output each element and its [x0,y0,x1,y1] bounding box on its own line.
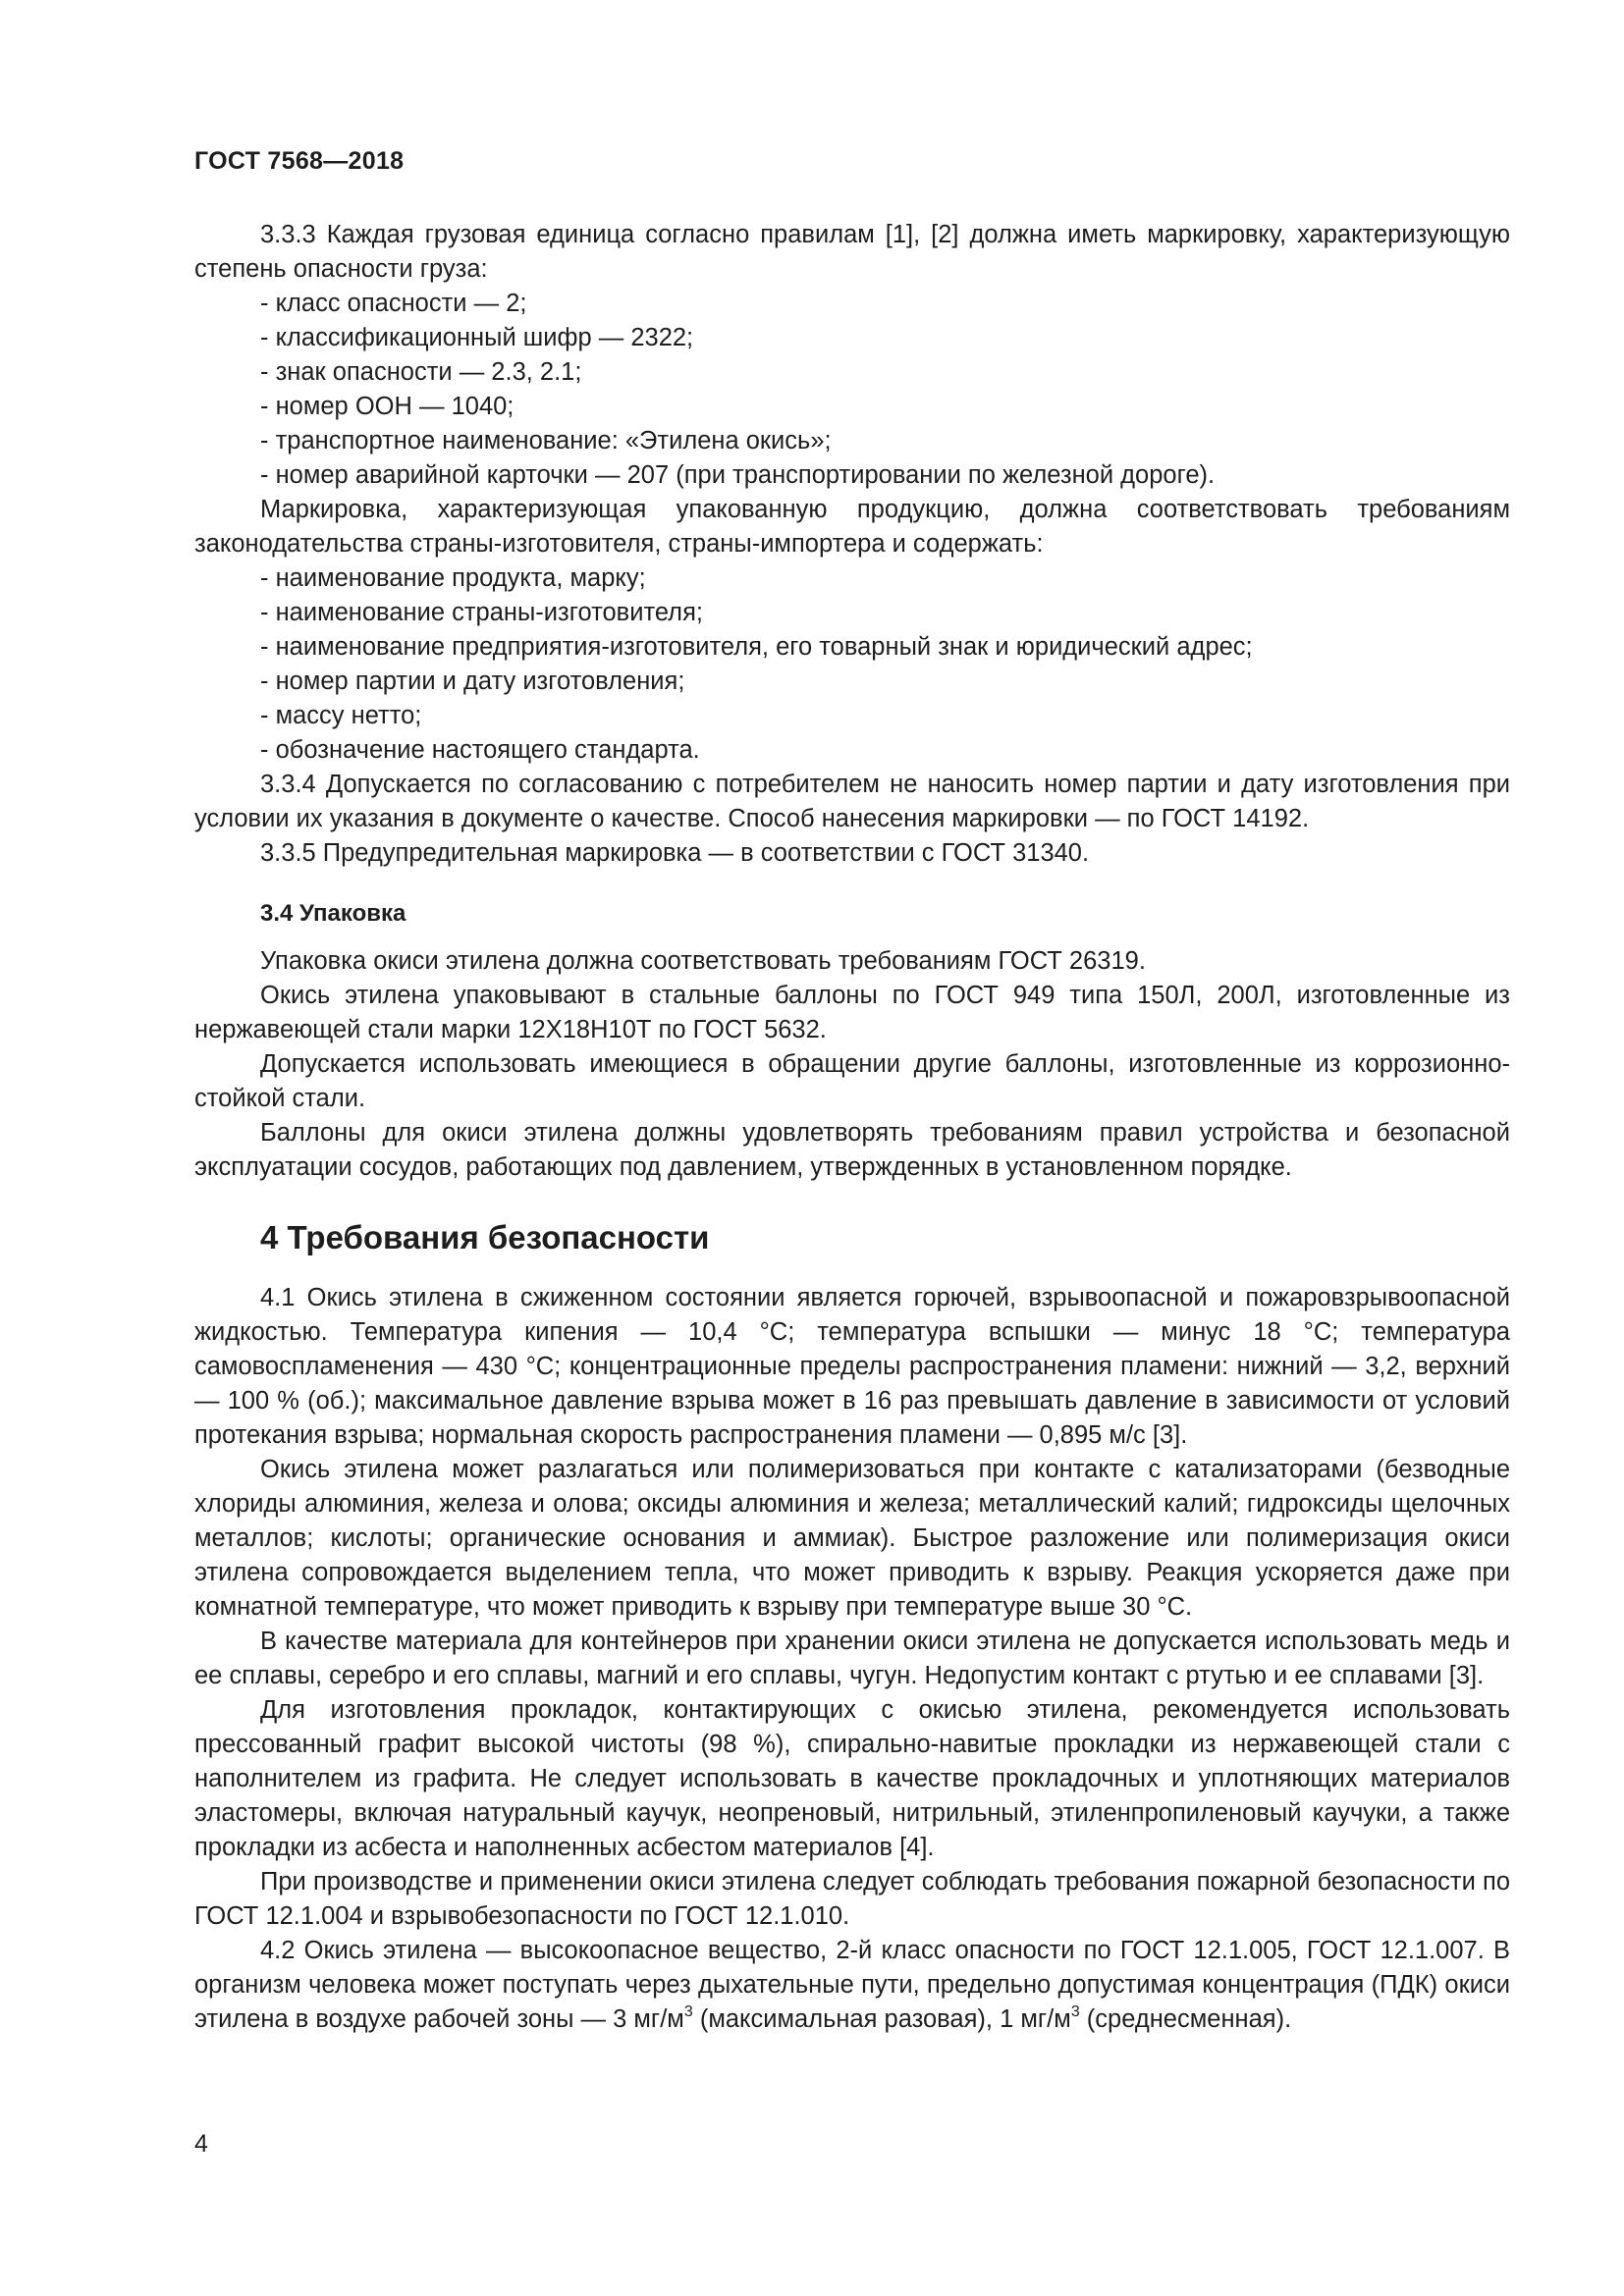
section-title-4: 4 Требования безопасности [260,1219,710,1255]
paragraph: В качестве материала для контейнеров при хранении окиси этилена не допускается использовать медь и ее сплавы, серебро и его сплавы, магний и его сплавы, чугун. Недопустим контакт с ртутью и ее сплавами [3]. [194,1628,1510,1689]
list-item: - транспортное наименование: «Этилена окись»; [260,427,832,454]
page-content [194,218,1510,2037]
paragraph: Окись этилена упаковывают в стальные баллоны по ГОСТ 949 типа 150Л, 200Л, изготовленные из нержавеющей стали марки 12Х18Н10Т по ГОСТ 5632. [194,982,1510,1043]
paragraph-3-3-3: 3.3.3 Каждая грузовая единица согласно правилам [1], [2] должна иметь маркировку, характеризующую степень опасности груза: [194,221,1510,283]
list-item: - наименование продукта, марку; [260,564,646,592]
paragraph: Окись этилена может разлагаться или полимеризоваться при контакте с катализаторами (безводные хлориды алюминия, железа и олова; оксиды алюминия и железа; металлический калий; гидроксиды щелочных металлов; кислоты; органические основания и аммиак). Быстрое разложение или полимеризация окиси этилена сопровождается выделением тепла, что может приводить к взрыву. Реакция ускоряется даже при комнатной температуре, что может приводить к взрыву при температуре выше 30 °С. [194,1456,1510,1621]
list-item: - номер аварийной карточки — 207 (при транспортировании по железной дороге). [260,461,1216,489]
paragraph: Для изготовления прокладок, контактирующих с окисью этилена, рекомендуется использовать прессованный графит высокой чистоты (98 %), спирально-навитые прокладки из нержавеющей стали с наполнителем из графита. Не следует использовать в качестве прокладочных и уплотняющих материалов эластомеры, включая натуральный каучук, неопреновый, нитрильный, этиленпропиленовый каучуки, а также прокладки из асбеста и наполненных асбестом материалов [4]. [194,1696,1510,1861]
paragraph-4-2 [194,1934,1510,2037]
paragraph: При производстве и применении окиси этилена следует соблюдать требования пожарной безопасности по ГОСТ 12.1.004 и взрывобезопасности по ГОСТ 12.1.010. [194,1868,1510,1930]
text-run: (среднесменная). [1079,2005,1292,2033]
list-item: - обозначение настоящего стандарта. [260,736,700,764]
list-item: - номер ООН — 1040; [260,393,514,420]
list-item: - классификационный шифр — 2322; [260,324,694,351]
list-item: - наименование предприятия-изготовителя, его товарный знак и юридический адрес; [260,633,1253,661]
text-run: 4.2 Окись этилена — высокоопасное вещество, 2-й класс опасности по ГОСТ 12.1.005, ГОСТ 12.1.007. В организм человека может поступать через дыхательные пути, предельно допустимая концентрация (ПДК) окиси этилена в воздухе рабочей зоны — 3 мг/м [194,1937,1510,2033]
list-item: - наименование страны-изготовителя; [260,599,703,626]
list-item: - знак опасности — 2.3, 2.1; [260,358,582,386]
paragraph-3-3-5: 3.3.5 Предупредительная маркировка — в соответствии с ГОСТ 31340. [260,839,1090,867]
paragraph-4-1: 4.1 Окись этилена в сжиженном состоянии является горючей, взрывоопасной и пожаровзрывоопасной жидкостью. Температура кипения — 10,4 °С; температура вспышки — минус 18 °С; температура самовоспламенения — 430 °С; концентрационные пределы распространения пламени: нижний — 3,2, верхний — 100 % (об.); максимальное давление взрыва может в 16 раз превышать давление в зависимости от условий протекания взрыва; нормальная скорость распространения пламени — 0,895 м/с [3]. [194,1284,1510,1449]
list-item: - номер партии и дату изготовления; [260,667,685,695]
list-item: - массу нетто; [260,702,422,729]
list-item: - класс опасности — 2; [260,290,527,317]
paragraph: Упаковка окиси этилена должна соответствовать требованиям ГОСТ 26319. [260,947,1146,975]
document-header: ГОСТ 7568—2018 [194,147,405,175]
superscript: 3 [1070,2002,1080,2020]
paragraph-marking: Маркировка, характеризующая упакованную продукцию, должна соответствовать требованиям законодательства страны-изготовителя, страны-импортера и содержать: [194,496,1510,558]
superscript: 3 [683,2002,693,2020]
paragraph: Допускается использовать имеющиеся в обращении другие баллоны, изготовленные из коррозионно-стойкой стали. [194,1050,1510,1112]
section-title-3-4: 3.4 Упаковка [260,900,406,927]
page-number: 4 [194,2130,208,2158]
paragraph-3-3-4: 3.3.4 Допускается по согласованию с потребителем не наносить номер партии и дату изготовления при условии их указания в документе о качестве. Способ нанесения маркировки — по ГОСТ 14192. [194,771,1510,832]
text-run: (максимальная разовая), 1 мг/м [692,2005,1071,2033]
paragraph: Баллоны для окиси этилена должны удовлетворять требованиям правил устройства и безопасной эксплуатации сосудов, работающих под давлением, утвержденных в установленном порядке. [194,1119,1510,1181]
